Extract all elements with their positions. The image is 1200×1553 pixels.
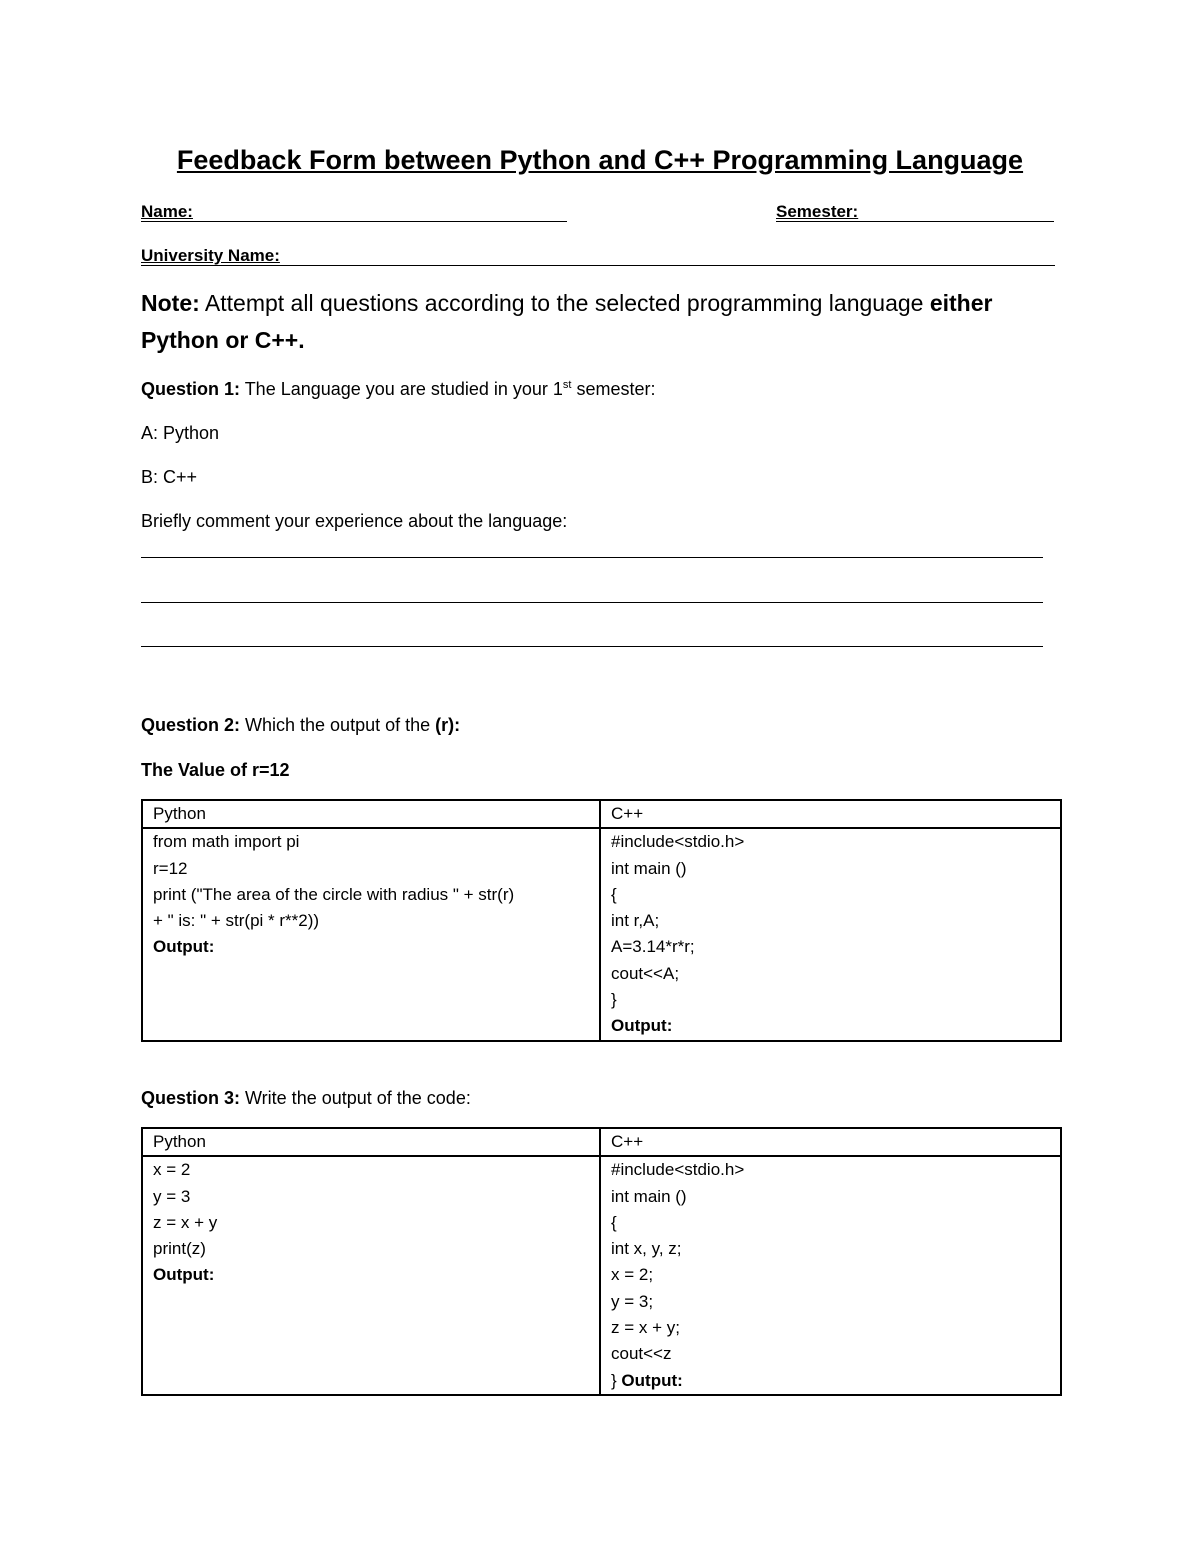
note (141, 285, 1061, 359)
question1-option-a[interactable]: A: Python (141, 423, 220, 443)
question2-colon: : (454, 715, 461, 735)
question2-var: (r) (435, 715, 455, 735)
code-line: #include<stdio.h> (611, 832, 745, 852)
cpp-header: C++ (600, 800, 1061, 828)
semester-label: Semester: (776, 202, 859, 221)
code-line: { (611, 884, 617, 904)
python-code-cell (142, 828, 600, 1040)
question2-prompt (141, 712, 460, 738)
code-line: } (611, 990, 617, 1010)
code-line: y = 3; (611, 1291, 654, 1311)
code-line: cout<<z (611, 1344, 672, 1364)
table-code-row (142, 1156, 1061, 1395)
python-code-cell (142, 1156, 600, 1395)
question1-sup: st (562, 379, 572, 391)
cpp-code-cell (600, 1156, 1061, 1395)
code-line: int main () (611, 858, 687, 878)
question3-text: Write the output of the code: (240, 1088, 471, 1108)
code-line: int main () (611, 1186, 687, 1206)
note-bold-tail: either Python or C++. (141, 290, 993, 353)
comment-line-3[interactable] (141, 646, 1043, 647)
university-label: University Name: (141, 246, 280, 265)
table-header-row (142, 800, 1061, 828)
question3-prompt (141, 1085, 471, 1111)
code-line: #include<stdio.h> (611, 1160, 745, 1180)
question2-label: Question 2: (141, 715, 241, 735)
page-title: Feedback Form between Python and C++ Programming Language (176, 145, 1024, 175)
code-line: print(z) (153, 1239, 206, 1259)
code-line: + " is: " + str(pi * r**2)) (153, 911, 320, 931)
cpp-code-cell (600, 828, 1061, 1040)
question2-text: Which the output of the (240, 715, 436, 735)
code-line: r=12 (153, 858, 188, 878)
closing-brace: } (611, 1370, 617, 1390)
code-line: z = x + y (153, 1212, 218, 1232)
code-line: int x, y, z; (611, 1239, 682, 1259)
code-line: { (611, 1212, 617, 1232)
table-code-row (142, 828, 1061, 1040)
code-line: cout<<A; (611, 963, 680, 983)
comment-line-2[interactable] (141, 602, 1043, 603)
code-line: z = x + y; (611, 1318, 680, 1338)
code-line: y = 3 (153, 1186, 191, 1206)
output-label[interactable]: Output: (611, 1016, 673, 1036)
question1-text: The Language you are studied in your 1 (240, 379, 563, 399)
python-header: Python (142, 1128, 600, 1156)
output-label[interactable]: Output: (621, 1370, 683, 1390)
code-line: print ("The area of the circle with radius " + str(r) (153, 884, 515, 904)
question2-table (141, 799, 1062, 1042)
university-field[interactable] (141, 265, 1055, 266)
question1-label: Question 1: (141, 379, 241, 399)
code-line: A=3.14*r*r; (611, 937, 695, 957)
code-line: x = 2; (611, 1265, 654, 1285)
name-field[interactable] (141, 221, 567, 222)
question1-text-end: semester: (571, 379, 656, 399)
comment-line-1[interactable] (141, 557, 1043, 558)
table-header-row (142, 1128, 1061, 1156)
name-label: Name: (141, 202, 193, 221)
code-last-line (611, 1368, 1050, 1394)
question3-table (141, 1127, 1062, 1396)
question2-value-line: The Value of r=12 (141, 760, 290, 780)
code-line: int r,A; (611, 911, 660, 931)
output-label[interactable]: Output: (153, 1265, 215, 1285)
comment-prompt: Briefly comment your experience about the language: (141, 511, 568, 531)
note-text: Attempt all questions according to the selected programming language (199, 290, 930, 316)
question1-option-b[interactable]: B: C++ (141, 467, 198, 487)
code-line: x = 2 (153, 1160, 191, 1180)
semester-field[interactable] (776, 221, 1054, 222)
question1-prompt (141, 376, 656, 402)
code-line: from math import pi (153, 832, 300, 852)
question3-label: Question 3: (141, 1088, 241, 1108)
cpp-header: C++ (600, 1128, 1061, 1156)
python-header: Python (142, 800, 600, 828)
output-label[interactable]: Output: (153, 937, 215, 957)
note-label: Note: (141, 290, 200, 316)
